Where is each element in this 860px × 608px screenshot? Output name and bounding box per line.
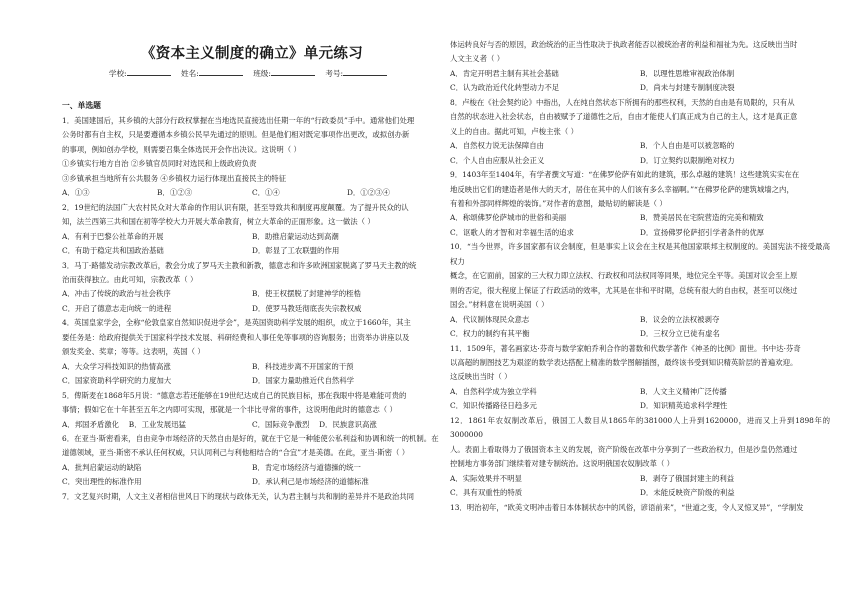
question-text-line: 公务时都有自主权，只是要遵循本乡镇公民早先通过的原则。但是他们相对既定事项作出更改，或拟创办新 <box>62 130 410 140</box>
question-text-line: 义上的自由。据此可知，卢梭主张（ ） <box>450 126 578 136</box>
option-row <box>450 154 830 168</box>
answer-option[interactable]: C．个人自由应服从社会正义 <box>450 155 545 165</box>
option-row <box>450 486 830 500</box>
answer-option[interactable]: B．个人自由是可以被忽略的 <box>640 141 735 151</box>
answer-option[interactable]: A．称颂佛罗伦萨城市的世俗和美丽 <box>450 213 567 223</box>
question-text-line: 人文主义者（ ） <box>450 54 505 64</box>
option-row <box>450 139 830 153</box>
answer-option[interactable]: B．剥夺了俄国封建主的利益 <box>640 473 735 483</box>
option-row <box>450 211 830 225</box>
option-row <box>62 360 442 374</box>
question-text-line: ③乡镇承担当地所有公共服务 ④乡镇权力运行体现出直接民主的特征 <box>62 173 287 183</box>
option-row <box>62 461 442 475</box>
question-text-line: 自然的状态进入社会状态，自由被赋予了道德性之后，自由才能使人们真正成为自己的主人，这才是真正意 <box>450 112 798 122</box>
answer-option[interactable]: D．知识精英追求科学理性 <box>640 401 728 411</box>
answer-option[interactable]: A．大众学习科技知识的热情高涨 <box>62 361 171 371</box>
exam-no-field[interactable] <box>343 67 387 76</box>
question-text-line: 治而获得独立。由此可知，宗教改革（ ） <box>62 274 198 284</box>
answer-option[interactable]: C．国际竞争激烈 D．民族意识高涨 <box>252 419 377 429</box>
question-text-line: 10．“当今世界，许多国家都有议会制度，但是事实上议会在主权是其他国家联邦主权制度的。美国宪法不接受最高权力 <box>450 242 830 266</box>
question-text-line: 体运转良好与否的原因，政治统治的正当性取决于执政者能否以被统治者的利益和福祉为先。这反映出当时 <box>450 40 798 49</box>
option-row <box>62 230 442 244</box>
answer-option[interactable]: A．批判启蒙运动的缺陷 <box>62 462 142 472</box>
exam-no-label: 考号: <box>325 69 344 78</box>
answer-option[interactable]: C．国家资助科学研究的力度加大 <box>62 376 172 386</box>
school-field[interactable] <box>127 67 171 76</box>
question-text-line: 11．1509年，著名画家达·芬奇与数学家帕乔利合作的著数和代数学著作《神圣的比例》面世。书中达·芬奇 <box>450 343 801 353</box>
class-field[interactable] <box>271 67 315 76</box>
question-text-line: 13．明治初年，“欧美文明冲击着日本体制状态中的风俗，谚语前来”，“世道之变，令人叉惊叉异”，“学制发 <box>450 502 804 512</box>
question-text-line: 1．美国建国后，其乡镇的大部分行政权掌握在当地选民直接选出任期一年的“行政委员”手中。通常他们处理 <box>62 116 415 125</box>
answer-option[interactable]: C．开启了德意志走向统一的进程 <box>62 303 172 313</box>
question-text-line: 则的否定，很大程度上保证了行政活动的效率，尤其是在非和平时期，总统有很大的自由权，甚至可以绕过 <box>450 285 798 295</box>
page-title: 《资本主义制度的确立》单元练习 <box>141 46 363 62</box>
section-heading: 一、单选题 <box>62 101 101 110</box>
left-column <box>62 0 442 504</box>
question-text-line: 道德领域，亚当·斯密不承认任何权威，只认同利己与利他相结合的“合宜”才是美德。在此，亚当·斯密（ ） <box>62 448 410 458</box>
answer-option[interactable]: B．人文主义精神广泛传播 <box>640 386 727 396</box>
question-text-line: 8．卢梭在《社会契约论》中指出，人在纯自然状态下所拥有的那些权利，天然的自由是有局限的，只有从 <box>450 97 795 107</box>
option-row <box>62 244 442 258</box>
answer-option[interactable]: C．突出理性的标准作用 <box>62 477 142 487</box>
question-text-line: 2．19世纪的法国广大农村民众对大革命的作用认识有限，甚至导致共和制度再度颠覆。为了提升民众的认 <box>62 202 409 212</box>
question-text-line: 人。表面上看取得力了俄国资本主义的发展，资产阶级在改革中分享到了一些政治权力，但是沙皇仍然通过 <box>450 444 798 454</box>
question-text-line: 12．1861年农奴制改革后，俄国工人数目从1865年的381000人上升到1620000，进而又上升到1898年的3000000 <box>450 415 830 440</box>
question-text-line: 6．在亚当·斯密看来，自由竞争市场经济的天然自由是好的，就在于它是一种能使公私利益和协调和统一的机制。在 <box>62 433 439 443</box>
answer-option[interactable]: C．①④ <box>252 188 280 198</box>
answer-option[interactable]: D．三权分立已徒有虚名 <box>640 329 720 339</box>
answer-option[interactable]: B．以理性思维审视政治体制 <box>640 68 735 78</box>
answer-option[interactable]: A．肯定开明君主制有其社会基础 <box>450 68 559 78</box>
answer-option[interactable]: D．使罗马教廷彻底丧失宗教权威 <box>252 303 362 313</box>
option-row <box>450 67 830 81</box>
question-text-line: ①乡镇实行地方自治 ②乡镇官员同时对选民和上级政府负责 <box>62 159 257 169</box>
answer-option[interactable]: B．肯定市场经济与道德操的统一 <box>252 462 361 472</box>
question-text-line: 3．马丁·路德发动宗教改革后，教会分成了罗马天主教和新教，德意志和许多欧洲国家脱离了罗马天主教的统 <box>62 260 417 270</box>
answer-option[interactable]: A．邦国矛盾激化 B．工业发展迅猛 <box>62 419 186 429</box>
answer-option[interactable]: A．自然科学成为独立学科 <box>450 386 537 396</box>
option-row <box>450 399 830 413</box>
right-column <box>450 0 830 515</box>
answer-option[interactable]: B．赞美居民在宅院营造的完美和精致 <box>640 213 764 223</box>
question-text-line: 5．俾斯麦在1868年5月说：“德意志若还能够在19世纪达成自己的民族目标，那在我眼中将是难能可贵的 <box>62 390 407 400</box>
question-text-line: 知，法兰西第三共和国在初等学校大力开展大革命教育，树立大革命的正面形象。这一做法（ ） <box>62 217 375 227</box>
answer-option[interactable]: A．冲击了传统的政治与社会秩序 <box>62 289 171 299</box>
option-row <box>450 385 830 399</box>
name-label: 姓名: <box>181 69 199 78</box>
answer-option[interactable]: D．订立契约以限制绝对权力 <box>640 155 735 165</box>
answer-option[interactable]: C．认为政治近代化转型动力不足 <box>450 83 560 93</box>
answer-option[interactable]: D．尚未与封建专制制度决裂 <box>640 83 735 93</box>
question-text-line: 的事项，例如创办学校，则需要召集全体选民开会作出决议。这说明（ ） <box>62 144 301 154</box>
answer-option[interactable]: C．权力的制约有其平衡 <box>450 329 530 339</box>
right-questions <box>450 38 830 515</box>
option-row <box>62 418 442 432</box>
option-row <box>450 327 830 341</box>
option-row <box>62 374 442 388</box>
question-text-line: 国会。”材料意在说明美国（ ） <box>450 300 549 310</box>
question-text-line: 7．文艺复兴时期，人文主义者相信世风日下的现状与政体无关，认为君主制与共和制的差异并不是政治共同 <box>62 491 415 501</box>
question-text-line: 事情；假如它在十年甚至五年之内即可实现，那就是一个非比寻常的事件，这说明他此时的德意志（ ） <box>62 405 397 415</box>
option-row <box>62 302 442 316</box>
question-text-line: 有着和外部同样辉煌的装饰。”对作者的意图，最贴切的解读是（ ） <box>450 198 667 208</box>
answer-option[interactable]: B．助推启蒙运动达到高潮 <box>252 231 339 241</box>
question-text-line: 颁发奖金、奖章；等等。这表明，英国（ ） <box>62 347 205 357</box>
answer-option[interactable]: A．代议制体现民众意志 <box>450 314 530 324</box>
answer-option[interactable]: C．知识传播路径日趋多元 <box>450 401 537 411</box>
answer-option[interactable]: B．科技进步离不开国家的干预 <box>252 361 354 371</box>
answer-option[interactable]: D．①②③④ <box>347 188 390 198</box>
left-questions <box>62 114 442 504</box>
answer-option[interactable]: A．实际效果并不明显 <box>450 473 522 483</box>
answer-option[interactable]: D．彰显了工农联盟的作用 <box>252 246 340 256</box>
answer-option[interactable]: B．使王权摆脱了封建神学的桎梏 <box>252 289 361 299</box>
option-row <box>62 186 442 200</box>
option-row <box>62 287 442 301</box>
answer-option[interactable]: D．国家力量助推近代自然科学 <box>252 376 355 386</box>
answer-option[interactable]: D．承认利己是市场经济的道德标准 <box>252 477 369 487</box>
answer-option[interactable]: D．宣扬佛罗伦萨招引学者条件的优厚 <box>640 227 765 237</box>
name-field[interactable] <box>199 67 243 76</box>
option-row <box>450 226 830 240</box>
option-row <box>450 313 830 327</box>
question-text-line: 4．英国皇家学会，全称“伦敦皇家自然知识促进学会”，是英国资助科学发展的组织，成立于1660年，其主 <box>62 318 411 328</box>
question-text-line: 控制地方事务部门继续着对建专制统治。这说明俄国农奴制改革（ ） <box>450 459 675 469</box>
question-text-line: 9．1403年至1404年，有学者撰文写道：“在佛罗伦萨有如此的建筑，那么卓越的建筑！这些建筑实实在在 <box>450 170 800 180</box>
option-row <box>62 475 442 489</box>
answer-option[interactable]: A．①③ <box>62 188 90 198</box>
answer-option[interactable]: B．①②③ <box>157 188 192 198</box>
question-text-line: 要任务是：给政府提供关于国家科学技术发展、科研经费和人事任免等事项的咨询服务；出资举办讲座以及 <box>62 332 410 342</box>
school-label: 学校: <box>108 69 127 78</box>
question-text-line: 这反映出当时（ ） <box>450 372 512 382</box>
answer-option[interactable]: A．有利于巴黎公社革命的开展 <box>62 231 164 241</box>
answer-option[interactable]: D．未能反映资产阶级的利益 <box>640 488 735 498</box>
class-label: 班级: <box>253 69 271 78</box>
answer-option[interactable]: B．议会的立法权被剥夺 <box>640 314 720 324</box>
question-text-line: 以高超的制图技艺为艰涩的数学表达搭配上精准的数学图解插图，最终该书受到知识精英阶层的普遍欢迎。 <box>450 357 798 367</box>
answer-option[interactable]: C．讴歌人的才智和对幸福生活的追求 <box>450 227 574 237</box>
option-row <box>450 81 830 95</box>
question-text-line: 概念，在它面前，国家的三大权力即立法权、行政权和司法权同等同果，地位完全平等。美国对议会至上原 <box>450 271 798 281</box>
answer-option[interactable]: C．具有双重性的特质 <box>450 488 523 498</box>
student-info-line <box>62 64 442 84</box>
option-row <box>450 472 830 486</box>
answer-option[interactable]: C．有助于稳定共和国政治基础 <box>62 246 164 256</box>
question-text-line: 地反映出它们的建造者是伟大的天才，居住在其中的人们该有多么幸福啊。”“在佛罗伦萨的建筑城墙之内， <box>450 184 794 194</box>
answer-option[interactable]: A．自然权力说无法保障自由 <box>450 141 545 151</box>
